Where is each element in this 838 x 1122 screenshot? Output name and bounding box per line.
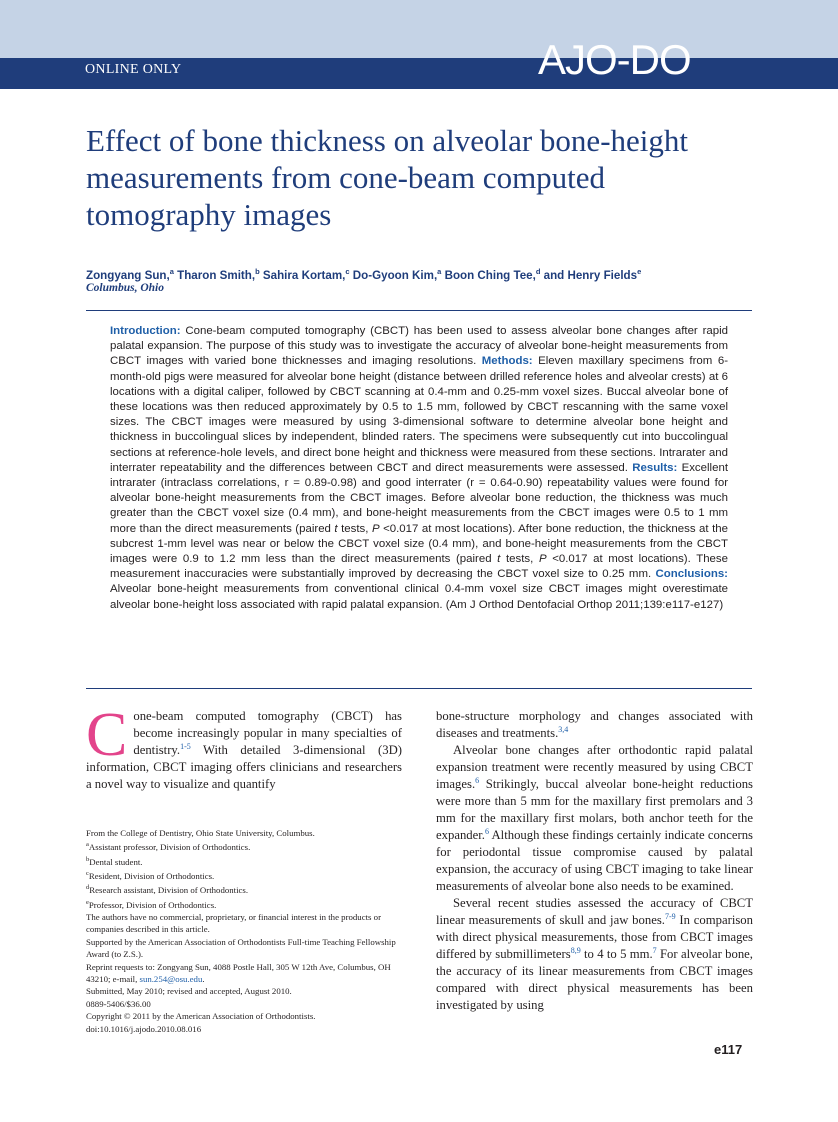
- page-number: e117: [714, 1042, 743, 1057]
- drop-cap: C: [86, 701, 128, 769]
- title-line: Effect of bone thickness on alveolar bone-height: [86, 123, 689, 158]
- abstract-top-rule: [86, 310, 752, 311]
- citation-ref[interactable]: 6: [475, 775, 480, 785]
- abstract-heading-methods: Methods:: [481, 355, 533, 368]
- citation-ref[interactable]: 3,4: [558, 724, 569, 734]
- citation-ref[interactable]: 8,9: [570, 945, 581, 955]
- body-paragraph: Several recent studies assessed the accuracy of CBCT linear measurements of skull and jaw bones.$^{7-9}$ In comparison with direct physical measurements, those from CBCT images differed by submillimeters$^{8,9}$ to 4 to 5 mm.$^7$ For alveolar bone, the accuracy of its linear measurements from CBCT images compared with direct physical measurements has been investigated by using: [436, 896, 753, 1012]
- abstract-heading-conclusions: Conclusions:: [655, 568, 728, 581]
- abstract-bottom-rule: [86, 688, 752, 689]
- citation-ref[interactable]: 1-5: [180, 741, 191, 751]
- abstract-conclusions-citation: Alveolar bone-height measurements from conventional clinical 0.4-mm voxel size CBCT images might overestimate alveolar bone-height loss associated with rapid palatal expansion. (Am J Orthod Dentofacial Orthop 2011;139:e117-e127): [110, 583, 728, 611]
- citation-ref[interactable]: 7-9: [664, 911, 676, 921]
- citation-ref[interactable]: 7: [652, 945, 657, 955]
- citation-ref[interactable]: 6: [484, 826, 489, 836]
- author[interactable]: Boon Ching Tee,$^d$: [444, 267, 541, 282]
- article-footnotes: From the College of Dentistry, Ohio State University, Columbus. $^a$Assistant professor, Division of Orthodontics. $^b$Dental student. $^c$Resident, Division of Orthodontics. $^d$Research assistant, Division of Orthodontics. $^e$Professor, Division of Orthodontics. The authors have no commercial, proprietary, or financial interest in the products or companies described in this article. Supported by the American Association of Orthodontists Full-time Teaching Fellowship Award (to Z.S.). Reprint requests to: Zongyang Sun, 4088 Postle Hall, 305 W 12th Ave, Columbus, OH 43210; e-mail, sun.254@osu.edu. Submitted, May 2010; revised and accepted, August 2010. 0889-5406/$36.00 Copyright © 2011 by the American Association of Orthodontists. doi:10.1016/j.ajodo.2010.08.016: [86, 827, 402, 1035]
- author[interactable]: Zongyang Sun,$^a$: [86, 267, 174, 282]
- title-line: tomography images: [86, 197, 332, 232]
- body-column-left: [86, 701, 402, 793]
- abstract: Introduction: Cone-beam computed tomography (CBCT) has been used to assess alveolar bone changes after rapid palatal expansion. The purpose of this study was to investigate the accuracy of alveolar bone-height measurements from CBCT images with varied bone thicknesses and imaging resolutions. Methods: Eleven maxillary specimens from 6-month-old pigs were measured for alveolar bone height (distance between drilled reference holes and alveolar crests) at 6 locations with a digital caliper, followed by CBCT scanning at 0.4-mm and 0.25-mm voxel sizes. Buccal alveolar bone of these locations was then reduced approximately by 0.5 to 1.5 mm, followed by CBCT rescanning with the same voxel sizes. The CBCT images were measured by using 3-dimensional software to determine alveolar bone height and thickness in buccolingual slices by independent, blinded raters. The specimens were subsequently cut into buccolingual sections at reference-hole levels, and direct bone height and thickness were measured from these sections. Intrarater and interrater repeatability and the differences between CBCT and direct measurements were assessed. Results: Excellent intrarater (intraclass correlations, r = 0.89-0.98) and good interrater (r = 0.64-0.90) repeatability values were found for alveolar bone-height measurements from the CBCT images. Before alveolar bone reduction, the thickness was much greater than the CBCT voxel size (0.4 mm), and bone-height measurements from the CBCT images were 0.5 to 1 mm more than the direct measurements (paired t tests, P <0.017 at most locations). After bone reduction, the thickness at the subcrest 1-mm level was near or below the CBCT voxel size (0.4 mm), and bone-height measurements from the CBCT images were 0.9 to 1.2 mm less than the direct measurements (paired t tests, P <0.017 at most locations). These measurement inaccuracies were substantially improved by decreasing the CBCT voxel size to 0.25 mm. Conclusions: Alveolar bone-height measurements from conventional clinical 0.4-mm voxel size CBCT images might overestimate alveolar bone-height loss associated with rapid palatal expansion. (Am J Orthod Dentofacial Orthop 2011;139:e117-e127): [110, 325, 728, 611]
- title-line: measurements from cone-beam computed: [86, 160, 606, 195]
- body-paragraph: Cone-beam computed tomography (CBCT) has become increasingly popular in many specialties of dentistry.$^{1-5}$ With detailed 3-dimensional (3D) information, CBCT imaging offers clinicians and researchers a novel way to visualize and quantify: [86, 701, 402, 791]
- author-list: [86, 264, 776, 284]
- article-title: [86, 122, 776, 233]
- author[interactable]: Do-Gyoon Kim,$^a$: [352, 267, 442, 282]
- author[interactable]: Sahira Kortam,$^c$: [262, 267, 350, 282]
- section-label: ONLINE ONLY: [85, 62, 182, 77]
- author[interactable]: Tharon Smith,$^b$: [177, 267, 260, 282]
- abstract-heading-introduction: Introduction:: [110, 325, 181, 337]
- journal-logo[interactable]: AJO-DO: [538, 36, 691, 83]
- author[interactable]: and Henry Fields$^e$: [543, 267, 642, 282]
- affiliation: Columbus, Ohio: [86, 282, 164, 294]
- body-paragraph: bone-structure morphology and changes associated with diseases and treatments.$^{3,4}$: [436, 709, 753, 740]
- abstract-heading-results: Results:: [632, 461, 678, 474]
- body-column-right: [436, 708, 753, 1014]
- header-band: [0, 0, 838, 58]
- email-link[interactable]: sun.254@osu.edu: [139, 974, 203, 985]
- body-paragraph: Alveolar bone changes after orthodontic rapid palatal expansion treatment were recently measured by using CBCT images.$^6$ Strikingly, buccal alveolar bone-height reductions were more than 5 mm for the maxillary first premolars and 3 mm for the maxillary first molars, both anchor teeth for the expander.$^6$ Although these findings certainly indicate concerns for periodontal tissue compromise caused by palatal expansion, the accuracy of using CBCT imaging to take linear measurements of alveolar bone also needs to be examined.: [436, 743, 753, 893]
- doi: doi:10.1016/j.ajodo.2010.08.016: [86, 1023, 202, 1034]
